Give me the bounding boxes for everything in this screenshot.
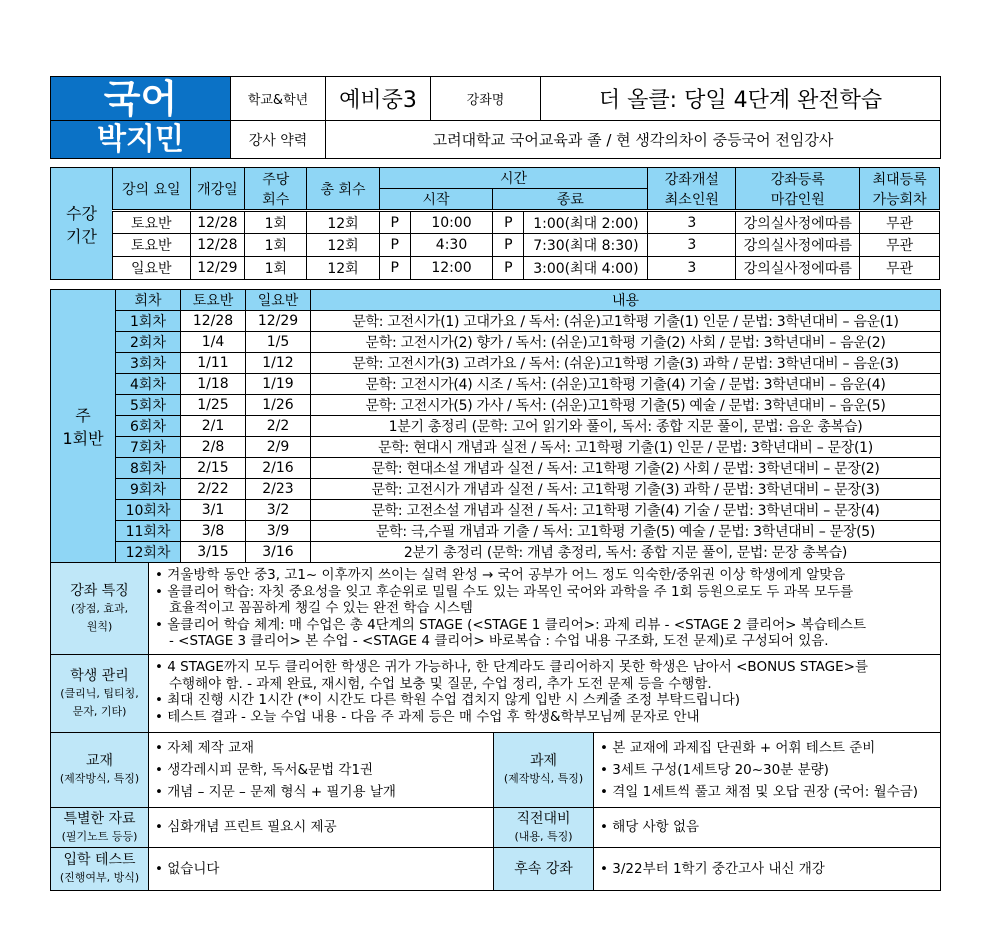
session-label: 5회차: [116, 395, 181, 416]
period-ampm-end: P: [493, 234, 524, 257]
sat-date: 2/1: [181, 416, 246, 437]
sun-date: 2/16: [246, 458, 311, 479]
session-content: 문학: 고전시가(3) 고려가요 / 독서: (쉬운)고1학평 기출(3) 과학 / 문법: 3학년대비 – 음운(3): [311, 353, 941, 374]
period-day: 토요반: [113, 211, 191, 234]
col-end: 종료: [493, 189, 648, 211]
period-ampm-start: P: [379, 234, 410, 257]
session-label: 3회차: [116, 353, 181, 374]
period-side-label: 수강 기간: [51, 168, 113, 280]
period-start-time: 12:00: [410, 257, 493, 280]
session-label: 2회차: [116, 332, 181, 353]
period-min: 3: [648, 257, 736, 280]
prep-text: • 해당 사항 없음: [594, 808, 941, 848]
session-content: 1분기 총정리 (문학: 고어 읽기와 풀이, 독서: 종합 지문 풀이, 문법: 음운 총복습): [311, 416, 941, 437]
schedule-side-label: 주 1회반: [51, 290, 116, 563]
entrance-text: • 없습니다: [149, 848, 494, 891]
period-end-time: 7:30(최대 8:30): [524, 234, 648, 257]
col-day: 강의 요일: [113, 168, 191, 211]
session-label: 10회차: [116, 500, 181, 521]
textbook-label: 교재 (제작방식, 특징): [51, 733, 149, 808]
col-total: 총 회수: [307, 168, 379, 211]
period-row: [51, 211, 940, 234]
schedule-row: [51, 500, 941, 521]
grade-value: 예비중3: [326, 77, 431, 121]
teacher-name: 박지민: [51, 121, 231, 159]
session-label: 1회차: [116, 311, 181, 332]
period-start-date: 12/29: [190, 257, 245, 280]
sun-date: 3/9: [246, 521, 311, 542]
period-table: [50, 167, 940, 280]
session-label: 9회차: [116, 479, 181, 500]
period-start-time: 10:00: [410, 211, 493, 234]
session-label: 6회차: [116, 416, 181, 437]
prep-label: 직전대비 (내용, 특징): [494, 808, 594, 848]
schedule-row: [51, 437, 941, 458]
session-content: 문학: 고전시가(4) 시조 / 독서: (쉬운)고1학평 기출(4) 기술 / 문법: 3학년대비 – 음운(4): [311, 374, 941, 395]
col-start: 시작: [379, 189, 493, 211]
period-reg: 강의실사정에따름: [736, 211, 860, 234]
session-content: 문학: 현대시 개념과 실전 / 독서: 고1학평 기출(1) 인문 / 문법: 3학년대비 – 문장(1): [311, 437, 941, 458]
features-text: • 겨울방학 동안 중3, 고1~ 이후까지 쓰이는 실력 완성 → 국어 공부가 어느 정도 익숙한/중위권 이상 학생에게 알맞음 • 올클리어 학습: 자칫 중요성을 잊고 후순위로 밀릴 수도 있는 과목인 국어와 과학을 주 1회 등원으로도 두 과목 모두를 효율적이고 꼼꼼하게 챙길 수 있는 완전 학습 시스템 • 올클리어 학습 체계: 매 수업은 총 4단계의 STAGE (<STAGE 1 클리어>: 과제 리뷰 - <STAGE 2 클리어> 복습테스트 - <STAGE 3 클리어> 본 수업 - <STAGE 4 클리어> 바로복습 : 수업 내용 구조화, 도전 문제)로 구성되어 있음.: [149, 563, 941, 655]
period-ampm-end: P: [493, 257, 524, 280]
schedule-row: [51, 458, 941, 479]
sat-date: 3/15: [181, 542, 246, 563]
schedule-table: [50, 289, 941, 563]
sun-date: 1/5: [246, 332, 311, 353]
profile-label: 강사 약력: [231, 121, 326, 159]
sun-date: 12/29: [246, 311, 311, 332]
period-total: 12회: [307, 211, 379, 234]
sat-date: 12/28: [181, 311, 246, 332]
schedule-row: [51, 353, 941, 374]
period-row: [51, 234, 940, 257]
sun-date: 3/2: [246, 500, 311, 521]
period-weekly: 1회: [245, 257, 307, 280]
sun-date: 2/23: [246, 479, 311, 500]
teacher-profile: 고려대학교 국어교육과 졸 / 현 생각의차이 중등국어 전임강사: [326, 121, 941, 159]
period-ampm-end: P: [493, 211, 524, 234]
period-ampm-start: P: [379, 257, 410, 280]
session-label: 11회차: [116, 521, 181, 542]
sun-date: 2/9: [246, 437, 311, 458]
session-label: 7회차: [116, 437, 181, 458]
features-label: 강좌 특징 (장점, 효과, 원칙): [51, 563, 149, 655]
sat-date: 2/15: [181, 458, 246, 479]
period-max: 무관: [860, 234, 940, 257]
session-content: 문학: 고전시가 개념과 실전 / 독서: 고1학평 기출(3) 과학 / 문법: 3학년대비 – 문장(3): [311, 479, 941, 500]
period-weekly: 1회: [245, 211, 307, 234]
period-ampm-start: P: [379, 211, 410, 234]
period-day: 일요반: [113, 257, 191, 280]
session-content: 2분기 총정리 (문학: 개념 총정리, 독서: 종합 지문 풀이, 문법: 문장 총복습): [311, 542, 941, 563]
session-content: 문학: 고전시가(5) 가사 / 독서: (쉬운)고1학평 기출(5) 예술 / 문법: 3학년대비 – 음운(5): [311, 395, 941, 416]
period-weekly: 1회: [245, 234, 307, 257]
period-end-time: 1:00(최대 2:00): [524, 211, 648, 234]
schedule-row: [51, 416, 941, 437]
sun-date: 1/19: [246, 374, 311, 395]
subject-title: 국어: [51, 77, 231, 121]
period-row: [51, 257, 940, 280]
session-label: 12회차: [116, 542, 181, 563]
col-time: 시간: [379, 168, 648, 189]
grade-label: 학교&학년: [231, 77, 326, 121]
period-total: 12회: [307, 257, 379, 280]
management-text: • 4 STAGE까지 모두 클리어한 학생은 귀가 가능하나, 한 단계라도 클리어하지 못한 학생은 남아서 <BONUS STAGE>를 수행해야 함. - 과제 완료, 재시험, 수업 보충 및 질문, 수업 정리, 추가 도전 문제 등을 수행함. • 최대 진행 시간 1시간 (*이 시간도 다른 학원 수업 겹치지 않게 입반 시 스케줄 조정 부탁드립니다) • 테스트 결과 - 오늘 수업 내용 - 다음 주 과제 등은 매 수업 후 학생&학부모님께 문자로 안내: [149, 655, 941, 733]
schedule-row: [51, 374, 941, 395]
course-info-table: [50, 562, 941, 891]
course-name: 더 올클: 당일 4단계 완전학습: [541, 77, 941, 121]
col-max: 최대등록 가능회차: [860, 168, 940, 211]
session-content: 문학: 고전시가(2) 향가 / 독서: (쉬운)고1학평 기출(2) 사회 / 문법: 3학년대비 – 음운(2): [311, 332, 941, 353]
period-total: 12회: [307, 234, 379, 257]
col-reg: 강좌등록 마감인원: [736, 168, 860, 211]
period-day: 토요반: [113, 234, 191, 257]
schedule-row: [51, 332, 941, 353]
header-table: [50, 76, 941, 159]
period-start-date: 12/28: [190, 234, 245, 257]
schedule-row: [51, 521, 941, 542]
col-weekly: 주당 회수: [245, 168, 307, 211]
entrance-label: 입학 테스트 (진행여부, 방식): [51, 848, 149, 891]
period-end-time: 3:00(최대 4:00): [524, 257, 648, 280]
period-start-date: 12/28: [190, 211, 245, 234]
col-start-date: 개강일: [190, 168, 245, 211]
schedule-row: [51, 479, 941, 500]
col-sun: 일요반: [246, 290, 311, 311]
sat-date: 1/25: [181, 395, 246, 416]
period-reg: 강의실사정에따름: [736, 234, 860, 257]
sat-date: 2/8: [181, 437, 246, 458]
col-content: 내용: [311, 290, 941, 311]
session-content: 문학: 극,수필 개념과 기출 / 독서: 고1학평 기출(5) 예술 / 문법: 3학년대비 – 문장(5): [311, 521, 941, 542]
period-min: 3: [648, 234, 736, 257]
col-min: 강좌개설 최소인원: [648, 168, 736, 211]
textbook-text: • 자체 제작 교재 • 생각레시피 문학, 독서&문법 각1권 • 개념 – 지문 – 문제 형식 + 필기용 날개: [149, 733, 494, 808]
session-label: 4회차: [116, 374, 181, 395]
sun-date: 2/2: [246, 416, 311, 437]
sun-date: 3/16: [246, 542, 311, 563]
session-content: 문학: 고전시가(1) 고대가요 / 독서: (쉬운)고1학평 기출(1) 인문 / 문법: 3학년대비 – 음운(1): [311, 311, 941, 332]
homework-text: • 본 교재에 과제집 단권화 + 어휘 테스트 준비 • 3세트 구성(1세트당 20~30분 분량) • 격일 1세트씩 풀고 채점 및 오답 권장 (국어: 월수금): [594, 733, 941, 808]
sun-date: 1/26: [246, 395, 311, 416]
material-label: 특별한 자료 (필기노트 등등): [51, 808, 149, 848]
sat-date: 1/11: [181, 353, 246, 374]
schedule-row: [51, 311, 941, 332]
period-max: 무관: [860, 211, 940, 234]
followup-label: 후속 강좌: [494, 848, 594, 891]
management-label: 학생 관리 (클리닉, 팁티칭, 문자, 기타): [51, 655, 149, 733]
period-min: 3: [648, 211, 736, 234]
period-reg: 강의실사정에따름: [736, 257, 860, 280]
followup-text: • 3/22부터 1학기 중간고사 내신 개강: [594, 848, 941, 891]
sat-date: 3/1: [181, 500, 246, 521]
schedule-row: [51, 542, 941, 563]
col-sat: 토요반: [181, 290, 246, 311]
period-max: 무관: [860, 257, 940, 280]
col-session: 회차: [116, 290, 181, 311]
session-content: 문학: 현대소설 개념과 실전 / 독서: 고1학평 기출(2) 사회 / 문법: 3학년대비 – 문장(2): [311, 458, 941, 479]
homework-label: 과제 (제작방식, 특징): [494, 733, 594, 808]
sat-date: 3/8: [181, 521, 246, 542]
sun-date: 1/12: [246, 353, 311, 374]
sat-date: 1/18: [181, 374, 246, 395]
sat-date: 2/22: [181, 479, 246, 500]
course-label: 강좌명: [431, 77, 541, 121]
session-label: 8회차: [116, 458, 181, 479]
material-text: • 심화개념 프린트 필요시 제공: [149, 808, 494, 848]
schedule-row: [51, 395, 941, 416]
sat-date: 1/4: [181, 332, 246, 353]
period-start-time: 4:30: [410, 234, 493, 257]
session-content: 문학: 고전소설 개념과 실전 / 독서: 고1학평 기출(4) 기술 / 문법: 3학년대비 – 문장(4): [311, 500, 941, 521]
